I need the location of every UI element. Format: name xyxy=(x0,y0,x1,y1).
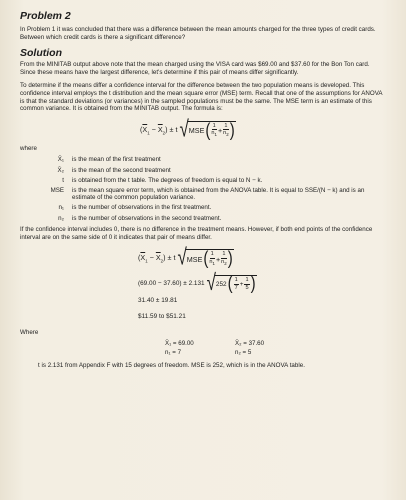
formula-frac-1: $\frac{1}{n_1}$ xyxy=(211,122,217,138)
formula-frac-2: $\frac{1}{n_2}$ xyxy=(223,122,229,138)
ci-formula-repeat: $(\overline{X}_1 - \overline{X}_2) \pm t$ √ MSE ( $\frac{1}{n_1}$ + $\frac{1}{n_2}$ ) xyxy=(138,244,233,271)
formula-diff: $(\overline{X}_1 - \overline{X}_2) \pm t$ xyxy=(140,124,178,136)
where-label: where xyxy=(20,144,37,152)
definition-row: X̄₁ is the mean of the first treatment xyxy=(57,156,161,164)
calc-left: (69.00 − 37.60) ± 2.131 xyxy=(138,279,205,287)
definition-row: X̄₂ is the mean of the second treatment xyxy=(57,166,171,174)
calc-mse: 252 xyxy=(215,280,227,288)
values-grid xyxy=(165,340,384,356)
definitions-list xyxy=(20,156,384,222)
formula-sqrt: √ MSE ( $\frac{1}{n_1}$ + $\frac{1}{n_2}$ ) xyxy=(179,116,235,142)
definition-row: t is obtained from the t table. The degrees of freedom is equal to N − k. xyxy=(62,176,263,184)
ci-formula xyxy=(140,116,384,142)
value-x1: X̄₁ = 69.00 xyxy=(165,340,194,348)
solution-paragraph-2: To determine if the means differ a confidence interval for the difference between the two population means is developed. This confidence interval employs the t distribution and the mean square error (MSE) term. Recall that one of the assumptions for ANOVA is that the standard deviations (or variances) in the sampled populations must be the same. The MSE term is an estimate of this common variance. It is obtained from the MINITAB output. The formula is: xyxy=(20,82,383,113)
definition-row: MSE is the mean square error term, which is obtained from the ANOVA table. It is equal to SSE/(N − k) and is an estimate of the common population variance. xyxy=(50,186,365,202)
problem-text: In Problem 1 it was concluded that there was a difference between the mean amounts charged for the three types of credit cards. Between which credit cards is there a significant difference? xyxy=(20,26,376,41)
formula-mse: MSE xyxy=(188,126,205,136)
definition-row: n₁ is the number of observations in the first treatment. xyxy=(58,204,212,212)
calculation-substituted: (69.00 − 37.60) ± 2.131 √ 252 ( $\frac{1}{7}$ + $\frac{1}{5}$ ) xyxy=(138,269,256,296)
solution-heading: Solution xyxy=(20,47,62,60)
interpretation-paragraph: If the confidence interval includes 0, there is no difference in the treatment means. However, if both end points of the confidence interval are on the same side of 0 it indicates that pair of means differ. xyxy=(20,226,373,241)
definition-row: n₂ is the number of observations in the second treatment. xyxy=(58,214,222,222)
problem-heading: Problem 2 xyxy=(20,10,71,22)
confidence-interval: $11.59 to $51.21 xyxy=(138,313,186,320)
solution-paragraph-1: From the MINITAB output above note that the mean charged using the VISA card was $69.00 and $37.60 for the Bon Ton card. Since these means have the largest difference, let's determine if this pair of means differ significantly. xyxy=(20,61,370,76)
where2-label: Where xyxy=(20,328,39,336)
calculation-result: 31.40 ± 19.81 xyxy=(138,297,178,305)
value-n2: n₂ = 5 xyxy=(235,349,252,357)
closing-note: t is 2.131 from Appendix F with 15 degrees of freedom. MSE is 252, which is in the ANOVA table. xyxy=(38,362,305,370)
value-n1: n₁ = 7 xyxy=(165,349,182,357)
value-x2: X̄₂ = 37.60 xyxy=(235,340,265,348)
